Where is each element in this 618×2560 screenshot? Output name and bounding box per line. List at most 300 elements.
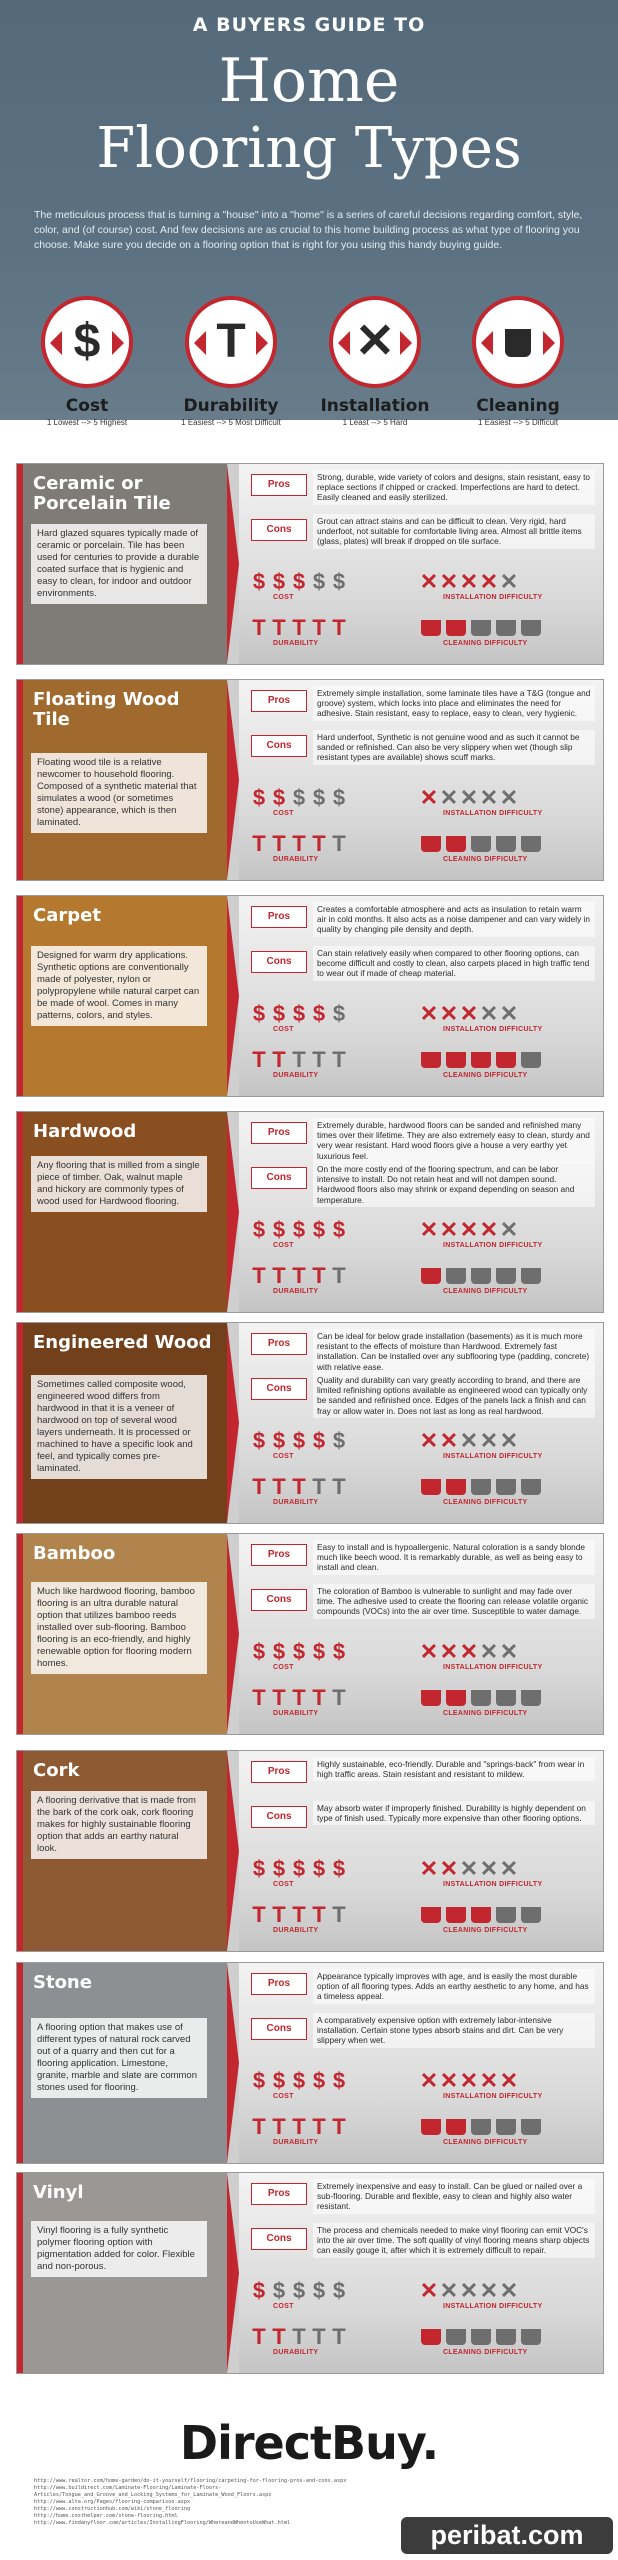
cost-rating <box>249 786 389 817</box>
hammer-icon: T <box>292 1685 306 1710</box>
cleaning-rating <box>419 2325 559 2356</box>
cleaning-label: CLEANING DIFFICULTY <box>443 1927 528 1934</box>
cost-rating <box>249 1640 389 1671</box>
dollar-icon: $ <box>272 2278 286 2303</box>
dollar-icon: $ <box>292 1428 306 1453</box>
accent-bar <box>17 1751 23 1951</box>
bucket-icon <box>446 1052 466 1068</box>
criterion-name: Cost <box>65 396 109 416</box>
chevron-divider <box>227 896 239 1096</box>
cons-label: Cons <box>251 1167 307 1189</box>
tools-icon: ✕ <box>479 2278 499 2303</box>
bucket-icon <box>496 2329 516 2345</box>
tools-icon: ✕ <box>499 785 519 810</box>
sources-list <box>34 2478 434 2527</box>
material-description: Designed for warm dry applications. Synthetic options are conventionally made of polyester, nylon or polypropylene while natural carpet can be made of wool. Comes in many patterns, colors, and styles. <box>31 946 207 1026</box>
tools-icon: ✕ <box>459 2068 479 2093</box>
cost-label: COST <box>273 1026 294 1033</box>
cleaning-label: CLEANING DIFFICULTY <box>443 640 528 647</box>
tools-icon: ✕ <box>439 2278 459 2303</box>
durability-label: DURABILITY <box>273 2349 319 2356</box>
bucket-icon <box>496 836 516 852</box>
installation-label: INSTALLATION DIFFICULTY <box>443 1242 543 1249</box>
cleaning-rating <box>419 832 559 863</box>
bucket-icon <box>421 1052 441 1068</box>
cleaning-rating <box>419 1264 559 1295</box>
tools-icon: ✕ <box>419 1856 439 1881</box>
material-card <box>16 1322 604 1524</box>
intro-text: The meticulous process that is turning a "house" into a "home" is a series of careful decisions regarding comfort, style, color, and (of course) cost. And few decisions are as crucial to this home building process as what type of flooring you choose. Make sure you decide on a flooring option that is right for you using this handy buying guide. <box>34 209 583 251</box>
bucket-icon <box>446 2329 466 2345</box>
cleaning-label: CLEANING DIFFICULTY <box>443 856 528 863</box>
hammer-icon: T <box>332 2114 346 2139</box>
material-description: Any flooring that is milled from a single piece of timber. Oak, walnut maple and hickory are commonly types of wood used for Hardwood flooring. <box>31 1156 207 1212</box>
watermark: peribat.com <box>401 2517 613 2554</box>
source-url: http://www.realtor.com/home-garden/do-it-yourself/flooring/carpeting-for-flooring-pros-and-cons.aspx <box>34 2478 347 2484</box>
durability-rating <box>249 2115 389 2146</box>
criterion-scale: 1 Least --> 5 Hard <box>342 418 408 427</box>
material-name: Cork <box>33 1760 80 1781</box>
dollar-icon: $ <box>73 315 101 368</box>
tools-icon: ✕ <box>479 1856 499 1881</box>
cons-text: The process and chemicals needed to make vinyl flooring can emit VOC's into the air over time. The soft quality of vinyl flooring means sharp objects can easily gouge it, after which it is extremely difficult to repair. <box>313 2223 595 2258</box>
bucket-icon <box>496 314 540 370</box>
material-name: Carpet <box>33 905 101 926</box>
hammer-icon: T <box>252 2114 266 2139</box>
hammer-icon: T <box>252 1047 266 1072</box>
bucket-icon <box>471 2329 491 2345</box>
details-panel <box>239 2173 603 2373</box>
tools-icon: ✕ <box>459 2278 479 2303</box>
durability-rating <box>249 616 389 647</box>
cleaning-label: CLEANING DIFFICULTY <box>443 2349 528 2356</box>
tools-icon: ✕ <box>499 1001 519 1026</box>
dollar-icon: $ <box>272 1001 286 1026</box>
bucket-icon <box>471 1268 491 1284</box>
material-card <box>16 679 604 881</box>
dollar-icon: $ <box>292 785 306 810</box>
cost-rating <box>249 570 389 601</box>
tools-icon: ✕ <box>439 2068 459 2093</box>
installation-label: INSTALLATION DIFFICULTY <box>443 810 543 817</box>
bucket-icon <box>446 1479 466 1495</box>
hammer-icon: T <box>292 831 306 856</box>
accent-bar <box>17 1534 23 1734</box>
bucket-icon <box>496 1268 516 1284</box>
chevron-divider <box>227 1963 239 2163</box>
durability-rating <box>249 1475 389 1506</box>
tools-icon: ✕ <box>459 1001 479 1026</box>
details-panel <box>239 680 603 880</box>
material-name: Floating Wood Tile <box>33 689 180 730</box>
bucket-icon <box>521 620 541 636</box>
accent-bar <box>17 464 23 664</box>
criterion-durability <box>176 296 286 427</box>
details-panel <box>239 1751 603 1951</box>
durability-label: DURABILITY <box>273 1927 319 1934</box>
cleaning-rating <box>419 1048 559 1079</box>
cons-text: Hard underfoot, Synthetic is not genuine wood and as such it cannot be sanded or refinished. Can also be very slippery when wet (though slip resistant types are available) shows scuff marks. <box>313 730 595 765</box>
dollar-icon: $ <box>272 1217 286 1242</box>
durability-label: DURABILITY <box>273 1499 319 1506</box>
material-name: Engineered Wood <box>33 1332 212 1353</box>
material-photo <box>17 1112 227 1312</box>
hammer-icon: T <box>312 1263 326 1288</box>
bucket-icon <box>421 1907 441 1923</box>
dollar-icon: $ <box>332 1639 346 1664</box>
pros-text: Creates a comfortable atmosphere and acts as insulation to retain warm air in cold months. It also acts as a noise dampener and can vary widely in quality by changing pile density and depth. <box>313 902 595 937</box>
material-description: A flooring derivative that is made from the bark of the cork oak, cork flooring makes for highly sustainable flooring option that adds an earthy natural look. <box>31 1791 207 1859</box>
durability-rating <box>249 1264 389 1295</box>
dollar-icon: $ <box>252 2068 266 2093</box>
accent-bar <box>17 680 23 880</box>
bucket-icon <box>521 1268 541 1284</box>
criterion-cleaning <box>463 296 573 427</box>
material-description: Floating wood tile is a relative newcomer to household flooring. Composed of a synthetic material that simulates a wood (or sometimes stone) appearance, which is then laminated. <box>31 753 207 833</box>
hammer-icon: T <box>292 1263 306 1288</box>
pros-text: Easy to install and is hypoallergenic. Natural coloration is a sandy blonde much like beech wood. It is remarkably durable, as well as being easy to install and clean. <box>313 1540 595 1575</box>
bucket-icon <box>446 836 466 852</box>
details-panel <box>239 464 603 664</box>
details-panel <box>239 1534 603 1734</box>
dollar-icon: $ <box>272 569 286 594</box>
bucket-icon <box>471 836 491 852</box>
tools-icon: ✕ <box>499 1856 519 1881</box>
cons-label: Cons <box>251 1378 307 1400</box>
bucket-icon <box>421 1479 441 1495</box>
dollar-icon: $ <box>312 1639 326 1664</box>
chevron-divider <box>227 464 239 664</box>
cost-label: COST <box>273 2093 294 2100</box>
durability-rating <box>249 832 389 863</box>
dollar-icon: $ <box>312 1217 326 1242</box>
tools-icon: ✕ <box>479 1217 499 1242</box>
cons-label: Cons <box>251 519 307 541</box>
hammer-icon: T <box>252 2324 266 2349</box>
bucket-icon <box>496 2119 516 2135</box>
bucket-icon <box>496 1052 516 1068</box>
cost-label: COST <box>273 1453 294 1460</box>
source-url: http://www.alta.org/Pages/flooring-comparison.aspx <box>34 2499 191 2505</box>
dollar-icon: $ <box>252 785 266 810</box>
bucket-icon <box>496 620 516 636</box>
hammer-icon: T <box>312 1047 326 1072</box>
hammer-icon: T <box>332 1902 346 1927</box>
installation-rating <box>419 1218 559 1249</box>
accent-bar <box>17 2173 23 2373</box>
bucket-icon <box>496 1690 516 1706</box>
tools-icon: ✕ <box>439 785 459 810</box>
hammer-icon: T <box>332 2324 346 2349</box>
pros-label: Pros <box>251 690 307 712</box>
hammer-icon: T <box>292 615 306 640</box>
installation-label: INSTALLATION DIFFICULTY <box>443 1664 543 1671</box>
dollar-icon: $ <box>312 2278 326 2303</box>
hammer-icon: T <box>292 2114 306 2139</box>
criterion-scale: 1 Easiest --> 5 Most Difficult <box>181 418 281 427</box>
directbuy-logo: DirectBuy. <box>179 2416 439 2470</box>
criterion-cost <box>32 296 142 427</box>
bucket-icon <box>496 1479 516 1495</box>
dollar-icon: $ <box>332 1856 346 1881</box>
hammer-icon: T <box>272 1685 286 1710</box>
tools-icon: ✕ <box>439 1639 459 1664</box>
hammer-icon: T <box>252 1474 266 1499</box>
tools-icon: ✕ <box>439 1428 459 1453</box>
bucket-icon <box>421 1268 441 1284</box>
bucket-icon <box>471 1907 491 1923</box>
tools-icon: ✕ <box>419 785 439 810</box>
material-description: Sometimes called composite wood, engineered wood differs from hardwood in that it is a veneer of hardwood on top of several wood layers underneath. It is processed or machined to have a specific look and feel, and typically comes pre-laminated. <box>31 1375 207 1479</box>
tools-icon: ✕ <box>419 2278 439 2303</box>
pros-label: Pros <box>251 2183 307 2205</box>
hammer-icon: T <box>332 831 346 856</box>
material-name: Ceramic or Porcelain Tile <box>33 473 171 514</box>
tools-icon: ✕ <box>499 2278 519 2303</box>
hammer-icon: T <box>332 1474 346 1499</box>
chevron-divider <box>227 1112 239 1312</box>
cons-text: On the more costly end of the flooring spectrum, and can be labor intensive to install. Do not retain heat and will not dampen sound. Hardwood floors also may shrink or expand depending on season and temperature. <box>313 1162 595 1207</box>
durability-label: DURABILITY <box>273 2139 319 2146</box>
cons-text: A comparatively expensive option with extremely labor-intensive installation. Certain stone types absorb stains and dirt. Can be very slippery when wet. <box>313 2013 595 2048</box>
dollar-icon: $ <box>252 1001 266 1026</box>
hammer-icon: T <box>312 1902 326 1927</box>
dollar-icon: $ <box>252 1217 266 1242</box>
pros-label: Pros <box>251 1761 307 1783</box>
cons-label: Cons <box>251 2228 307 2250</box>
cons-text: Grout can attract stains and can be difficult to clean. Very rigid, hard underfoot, not suitable for comfortable living area. Almost all brittle items (glass, plates) will break if dropped on tile surface. <box>313 514 595 549</box>
page-title: Home <box>218 46 400 116</box>
page-title-line2: Flooring Types <box>96 116 522 181</box>
installation-label: INSTALLATION DIFFICULTY <box>443 1881 543 1888</box>
cons-label: Cons <box>251 2018 307 2040</box>
cost-rating <box>249 1429 389 1460</box>
tools-icon: ✕ <box>499 1639 519 1664</box>
hammer-icon: T <box>332 1263 346 1288</box>
material-card <box>16 1533 604 1735</box>
dollar-icon: $ <box>312 1856 326 1881</box>
tools-icon: ✕ <box>479 1639 499 1664</box>
hammer-icon: T <box>272 2114 286 2139</box>
chevron-divider <box>227 1751 239 1951</box>
details-panel <box>239 1112 603 1312</box>
accent-bar <box>17 1963 23 2163</box>
material-card <box>16 1111 604 1313</box>
durability-label: DURABILITY <box>273 1072 319 1079</box>
dollar-icon: $ <box>332 569 346 594</box>
bucket-icon <box>471 1479 491 1495</box>
hammer-icon: T <box>252 1685 266 1710</box>
cons-label: Cons <box>251 735 307 757</box>
tools-icon: ✕ <box>459 1428 479 1453</box>
criterion-installation <box>320 296 430 427</box>
installation-rating <box>419 1640 559 1671</box>
tools-icon: ✕ <box>419 1001 439 1026</box>
tools-icon: ✕ <box>459 785 479 810</box>
dollar-icon: $ <box>292 1639 306 1664</box>
durability-label: DURABILITY <box>273 1710 319 1717</box>
cost-label: COST <box>273 810 294 817</box>
tools-icon: ✕ <box>439 569 459 594</box>
pros-text: Appearance typically improves with age, and is easily the most durable option of all flooring types. Adds an earthy aesthetic to any home, and has a timeless appeal. <box>313 1969 595 2004</box>
dollar-icon: $ <box>272 2068 286 2093</box>
hammer-icon: T <box>312 1474 326 1499</box>
dollar-icon: $ <box>332 785 346 810</box>
hammer-icon: T <box>272 1047 286 1072</box>
bucket-icon <box>521 1052 541 1068</box>
bucket-icon <box>421 620 441 636</box>
bucket-icon <box>521 1907 541 1923</box>
tools-icon: ✕ <box>499 1217 519 1242</box>
pros-text: Extremely durable, hardwood floors can be sanded and refinished many times over their lifetime. They are also extremely easy to clean, sturdy and very wear resistant. Hard wood floors give a house a very earthy yet luxurious feel. <box>313 1118 595 1163</box>
hammer-icon: T <box>272 1263 286 1288</box>
criterion-name: Cleaning <box>476 396 560 416</box>
bucket-icon <box>421 836 441 852</box>
hammer-icon: T <box>252 615 266 640</box>
cost-rating <box>249 2069 389 2100</box>
source-url: http://home.costhelper.com/stone-flooring.html <box>34 2513 178 2519</box>
durability-rating <box>249 1048 389 1079</box>
hammer-icon: T <box>332 615 346 640</box>
bucket-icon <box>471 1052 491 1068</box>
cons-label: Cons <box>251 1589 307 1611</box>
material-name: Vinyl <box>33 2182 84 2203</box>
tools-icon: ✕ <box>419 2068 439 2093</box>
hammer-icon: T <box>272 615 286 640</box>
tools-icon: ✕ <box>499 1428 519 1453</box>
pros-label: Pros <box>251 1973 307 1995</box>
pros-label: Pros <box>251 1544 307 1566</box>
criterion-name: Durability <box>183 396 279 416</box>
tools-icon: ✕ <box>499 2068 519 2093</box>
cost-label: COST <box>273 1242 294 1249</box>
details-panel <box>239 896 603 1096</box>
pros-text: Extremely simple installation, some laminate tiles have a T&G (tongue and groove) system, which locks into place and eliminates the need for adhesive. Stain resistant, easy to replace, easy to clean, very hygienic. <box>313 686 595 721</box>
criterion-scale: 1 Lowest --> 5 Highest <box>46 418 128 427</box>
hammer-icon: T <box>332 1047 346 1072</box>
cost-label: COST <box>273 1664 294 1671</box>
dollar-icon: $ <box>332 1428 346 1453</box>
material-card <box>16 1962 604 2164</box>
hammer-icon: T <box>312 1685 326 1710</box>
cons-label: Cons <box>251 951 307 973</box>
cleaning-label: CLEANING DIFFICULTY <box>443 1288 528 1295</box>
source-url: http://www.buildirect.com/Laminate-Flooring/Laminate-Floors-Articles/Tongue_and_Groove_and_Locking_Systems_for_Laminate_Wood_Floors.aspx <box>34 2485 272 2498</box>
dollar-icon: $ <box>312 2068 326 2093</box>
tools-icon: ✕ <box>419 1639 439 1664</box>
dollar-icon: $ <box>332 1001 346 1026</box>
chevron-divider <box>227 680 239 880</box>
dollar-icon: $ <box>312 1001 326 1026</box>
pros-text: Extremely inexpensive and easy to install. Can be glued or nailed over a sub-flooring. Durable and flexible, easy to clean and highly also water resistant. <box>313 2179 595 2214</box>
bucket-icon <box>446 620 466 636</box>
cleaning-label: CLEANING DIFFICULTY <box>443 2139 528 2146</box>
cost-rating <box>249 1002 389 1033</box>
tools-icon: ✕ <box>479 2068 499 2093</box>
tools-icon: ✕ <box>459 1217 479 1242</box>
tools-icon: ✕ <box>439 1217 459 1242</box>
bucket-icon <box>446 1268 466 1284</box>
bucket-icon <box>521 836 541 852</box>
durability-label: DURABILITY <box>273 1288 319 1295</box>
pros-text: Strong, durable, wide variety of colors and designs, stain resistant, easy to replace sections if chipped or cracked. Imperfections are hard to detect. Easily cleaned and easily sterilized. <box>313 470 595 505</box>
cleaning-label: CLEANING DIFFICULTY <box>443 1710 528 1717</box>
cleaning-rating <box>419 1903 559 1934</box>
durability-rating <box>249 1686 389 1717</box>
durability-label: DURABILITY <box>273 640 319 647</box>
pros-text: Highly sustainable, eco-friendly. Durable and "springs-back" from wear in high traffic areas. Stain resistant and resistant to mildew. <box>313 1757 595 1781</box>
dollar-icon: $ <box>292 1856 306 1881</box>
installation-label: INSTALLATION DIFFICULTY <box>443 2093 543 2100</box>
tools-icon: ✕ <box>419 1217 439 1242</box>
cost-rating <box>249 2279 389 2310</box>
bucket-icon <box>446 1690 466 1706</box>
dollar-icon: $ <box>332 2278 346 2303</box>
cost-label: COST <box>273 1881 294 1888</box>
dollar-icon: $ <box>272 785 286 810</box>
bucket-icon <box>421 1690 441 1706</box>
dollar-icon: $ <box>312 785 326 810</box>
hammer-icon: T <box>252 831 266 856</box>
material-name: Hardwood <box>33 1121 137 1142</box>
bucket-icon <box>521 2329 541 2345</box>
hammer-icon: T <box>272 1902 286 1927</box>
criteria-legend <box>0 296 618 436</box>
bucket-icon <box>521 2119 541 2135</box>
hammer-icon: T <box>272 1474 286 1499</box>
tools-icon: ✕ <box>354 315 396 368</box>
dollar-icon: $ <box>272 1428 286 1453</box>
cost-rating <box>249 1218 389 1249</box>
tools-icon: ✕ <box>479 1001 499 1026</box>
dollar-icon: $ <box>252 2278 266 2303</box>
installation-label: INSTALLATION DIFFICULTY <box>443 1026 543 1033</box>
dollar-icon: $ <box>312 1428 326 1453</box>
installation-rating <box>419 786 559 817</box>
tools-icon: ✕ <box>499 569 519 594</box>
durability-rating <box>249 1903 389 1934</box>
dollar-icon: $ <box>252 569 266 594</box>
cost-label: COST <box>273 594 294 601</box>
tools-icon: ✕ <box>439 1001 459 1026</box>
dollar-icon: $ <box>252 1856 266 1881</box>
hammer-icon: T <box>312 831 326 856</box>
hammer-icon: T <box>332 1685 346 1710</box>
dollar-icon: $ <box>292 2068 306 2093</box>
material-card <box>16 1750 604 1952</box>
dollar-icon: $ <box>332 1217 346 1242</box>
hammer-icon: T <box>292 1902 306 1927</box>
pros-text: Can be ideal for below grade installation (basements) as it is much more resistant to the effects of moisture than Hardwood. Extremely fast installation. Can be installed over any subflooring type (padding, concrete) with relative ease. <box>313 1329 595 1374</box>
dollar-icon: $ <box>332 2068 346 2093</box>
installation-rating <box>419 1429 559 1460</box>
hammer-icon: T <box>272 2324 286 2349</box>
installation-label: INSTALLATION DIFFICULTY <box>443 2303 543 2310</box>
material-description: Much like hardwood flooring, bamboo flooring is an ultra durable natural option that utilizes bamboo reeds installed over sub-flooring. Bamboo flooring is an eco-friendly, and highly renewable option for flooring modern homes. <box>31 1582 207 1674</box>
bucket-icon <box>471 1690 491 1706</box>
cost-rating <box>249 1857 389 1888</box>
cons-text: Quality and durability can vary greatly according to brand, and there are limited refinishing options available as engineered wood can typically only be sanded and refinished once. Edges of the panels lack a finish and can fray or allow water in. Does not last as long as real hardwood. <box>313 1373 595 1418</box>
cleaning-label: CLEANING DIFFICULTY <box>443 1072 528 1079</box>
accent-bar <box>17 1323 23 1523</box>
bucket-icon <box>446 2119 466 2135</box>
dollar-icon: $ <box>272 1639 286 1664</box>
hammer-icon: T <box>292 1474 306 1499</box>
details-panel <box>239 1323 603 1523</box>
criterion-scale: 1 Easiest --> 5 Difficult <box>477 418 559 427</box>
dollar-icon: $ <box>292 1001 306 1026</box>
dollar-icon: $ <box>292 2278 306 2303</box>
